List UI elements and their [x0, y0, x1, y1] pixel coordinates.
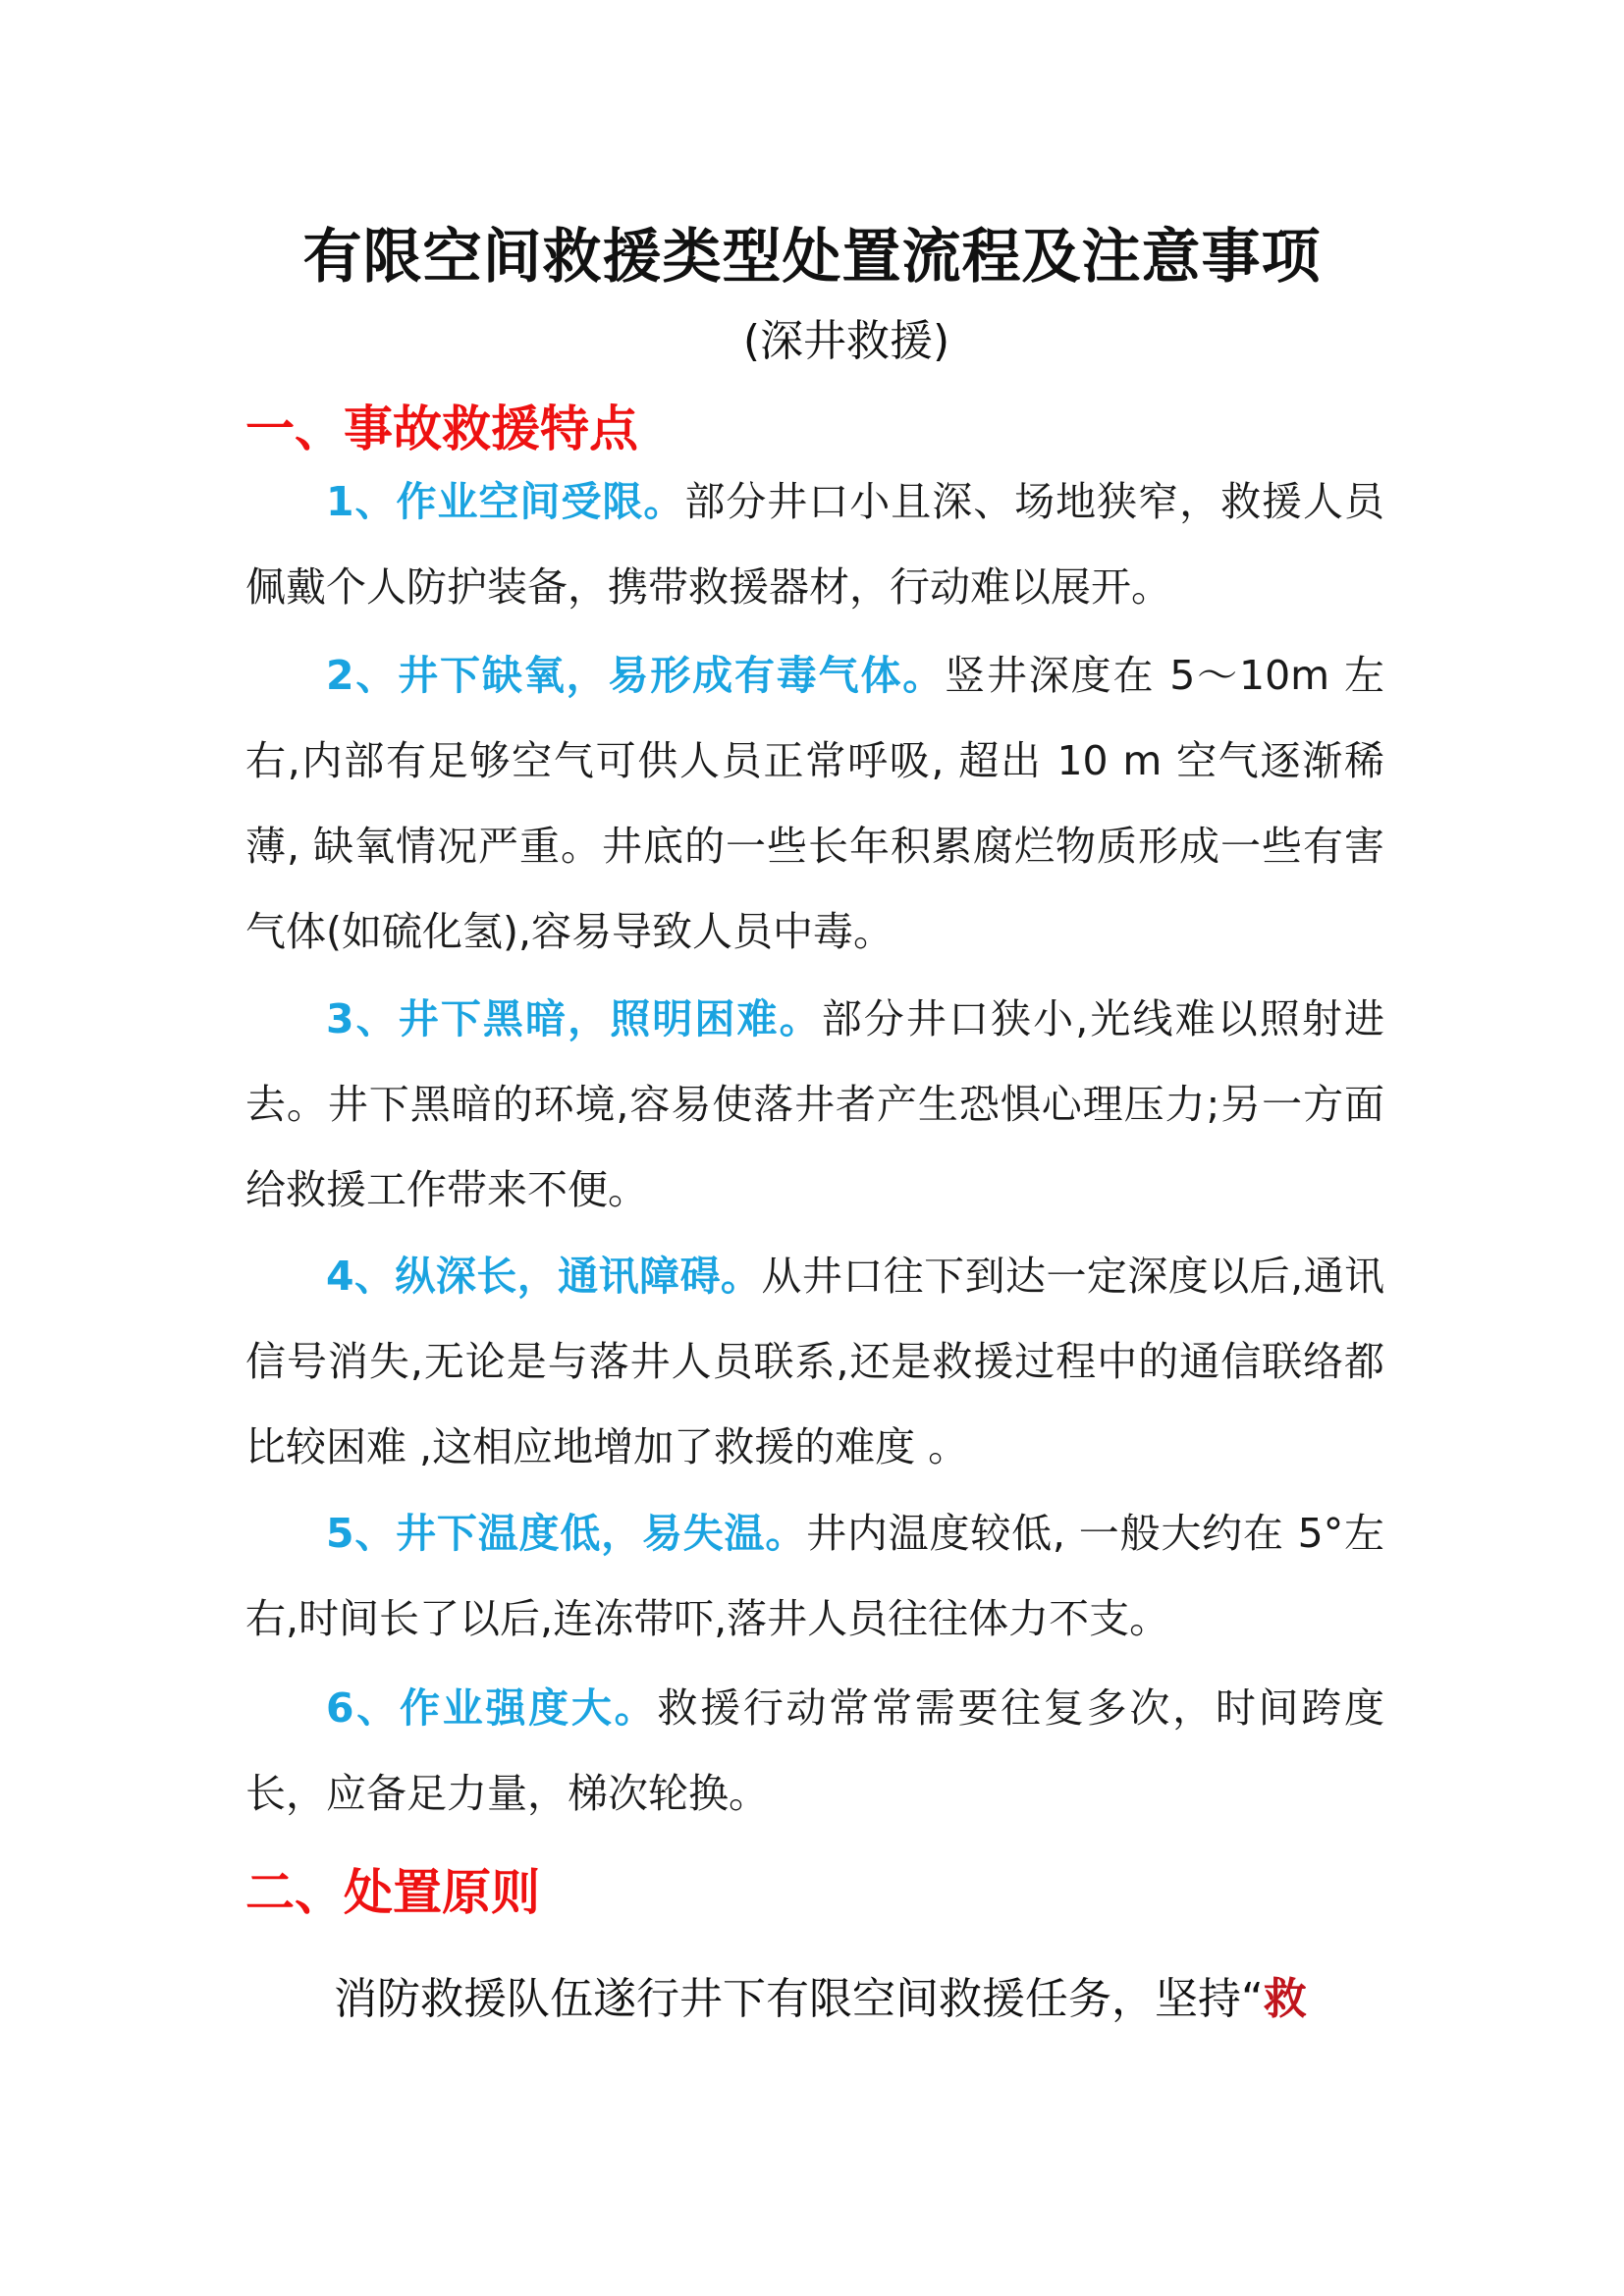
feature-item-1: [245, 459, 1384, 630]
feature-item-text: 井内温度较低, 一般大约在 5°左右,时间长了以后,连冻带吓,落井人员往往体力不支。: [245, 1510, 1384, 1642]
feature-item-lead: 1、作业空间受限。: [326, 478, 685, 525]
principle-emphasis: 救: [1263, 1974, 1307, 2024]
feature-item-text: 部分井口小且深、场地狭窄，救援人员佩戴个人防护装备，携带救援器材，行动难以展开。: [245, 478, 1385, 611]
section-heading-features: 一、事故救援特点: [245, 400, 638, 457]
section-heading-principles: 二、处置原则: [245, 1864, 540, 1921]
feature-item-3: [245, 977, 1384, 1233]
feature-item-5: [245, 1491, 1384, 1662]
feature-item-text: 救援行动常常需要往复多次，时间跨度长，应备足力量，梯次轮换。: [245, 1684, 1385, 1817]
feature-item-text: 竖井深度在 5～10m 左右,内部有足够空气可供人员正常呼吸, 超出 10 m 空气逐渐稀薄, 缺氧情况严重。井底的一些长年积累腐烂物质形成一些有害气体(如硫化氢),容易导致人员中毒。: [245, 652, 1384, 955]
feature-item-4: [245, 1234, 1384, 1490]
feature-item-text: 从井口往下到达一定深度以后,通讯信号消失,无论是与落井人员联系,还是救援过程中的通信联络都比较困难 ,这相应地增加了救援的难度 。: [245, 1253, 1385, 1470]
feature-item-lead: 4、纵深长，通讯障碍。: [326, 1253, 762, 1300]
feature-item-lead: 3、井下黑暗，照明困难。: [326, 995, 822, 1042]
feature-item-text: 部分井口狭小,光线难以照射进去。井下黑暗的环境,容易使落井者产生恐惧心理压力;另一方面给救援工作带来不便。: [245, 995, 1384, 1213]
document-title: 有限空间救援类型处置流程及注意事项: [302, 223, 1322, 292]
principle-text: 消防救援队伍遂行井下有限空间救援任务，坚持“: [334, 1974, 1264, 2024]
feature-item-lead: 2、井下缺氧，易形成有毒气体。: [326, 652, 946, 699]
feature-item-6: [245, 1666, 1384, 1837]
feature-item-2: [245, 633, 1384, 975]
document-subtitle: (深井救援): [742, 316, 950, 366]
principle-paragraph: [245, 1956, 1384, 2042]
feature-item-lead: 6、作业强度大。: [326, 1684, 658, 1732]
feature-item-lead: 5、井下温度低，易失温。: [326, 1510, 807, 1557]
